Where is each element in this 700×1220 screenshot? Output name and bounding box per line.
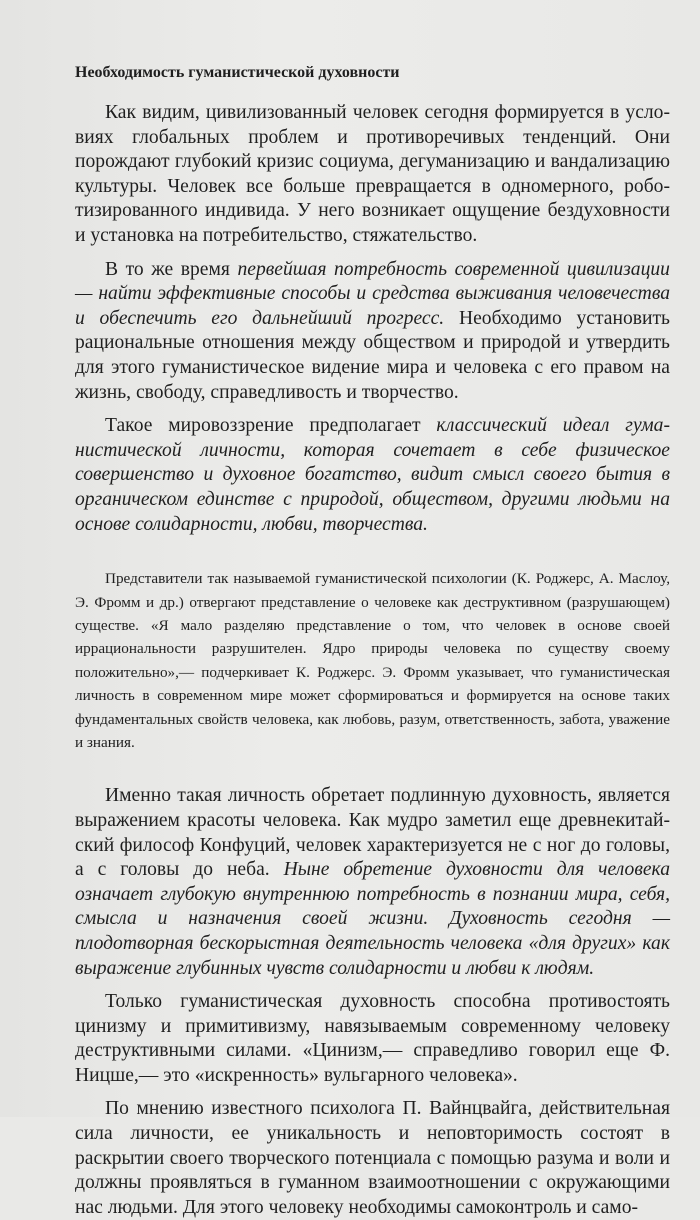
section-heading: Необходимость гуманистической духовности: [75, 64, 400, 81]
text-segment: По мнению известного психолога П. Вайнцвайга, действительная сила личности, ее уникальность и неповторимость состоят в раскрытии своего творческого потенциала с помощью разума и воли и должны проявляться в гуманном взаимоотношении с окружающими нас людьми. Для этого человеку необходимы самоконтроль и само-: [75, 1098, 670, 1218]
paragraph: [75, 784, 670, 981]
text-segment: Необходимо установить рациональные отношения между обществом и природой и утвердить для этого гуманистическое видение мира и человека с его правом на жизнь, свободу, справедливость и творчество.: [75, 307, 670, 403]
text-segment: Только гуманистическая духовность способна противостоять цинизму и примитивизму, навязываемым современному человеку деструктивными силами. «Цинизм,— справедливо говорил еще Ф. Ницше,— это «искренность» вульгарного человека».: [75, 991, 670, 1086]
body-paragraphs-before: [75, 101, 670, 537]
paragraph: [75, 258, 670, 406]
paragraph: [75, 1097, 670, 1220]
body-paragraphs-after: [75, 784, 670, 1220]
italic-text-segment: Ныне обретение духовности для человека означает глубокую внутреннюю потребность в познании мира, себя, смысла и назначения своей жизни. Духовность сегодня — плодотворная бескорыстная деятельность человека «для других» как выражение глубинных чувств солидарности и любви к людям.: [75, 859, 670, 979]
text-segment: Как видим, цивилизованный человек сегодня формируется в условиях глобальных проблем и противоречивых тенденций. Они порождают глубокий кризис социума, дегуманизацию и вандализацию культуры. Человек все больше превращается в одномерного, роботизированного индивида. У него возникает ощущение бездуховности и установка на потребительство, стяжательство.: [75, 102, 670, 246]
paragraph: [75, 414, 670, 537]
text-segment: Такое мировоззрение предполагает: [105, 415, 437, 437]
paragraph: [75, 101, 670, 249]
text-segment: Именно такая личность обретает подлинную духовность, является выражением красоты человека. Как мудро заметил еще древнекитайский философ Конфуций, человек характеризуется не с ног до головы, а с головы до неба.: [75, 785, 670, 881]
paragraph: [75, 990, 670, 1088]
italic-text-segment: классический идеал гуманистической личности, которая сочетает в себе физическое совершенство и духовное богатство, видит смысл своего бытия в органическом единстве с природой, обществом, другими людьми на основе солидарности, любви, творчества.: [75, 415, 670, 535]
text-segment: В то же время: [105, 258, 238, 280]
italic-text-segment: первейшая потребность современной цивилизации — найти эффективные способы и средства выживания человечества и обеспечить его дальнейший прогресс.: [75, 258, 670, 329]
psychology-quote-block: Представители так называемой гуманистической психологии (К. Роджерс, А. Маслоу, Э. Фромм и др.) отвергают представление о человеке как деструктивном (разрушающем) существе. «Я мало разделяю представление о том, что человек в основе своей иррациональности разрушителен. Ядро природы человека по существу своему положительно»,— подчеркивает К. Роджерс. Э. Фромм указывает, что гуманистическая личность в современном мире может сформироваться и формируется на основе таких фундаментальных свойств человека, как любовь, разум, ответственность, забота, уважение и знания.: [75, 570, 670, 751]
